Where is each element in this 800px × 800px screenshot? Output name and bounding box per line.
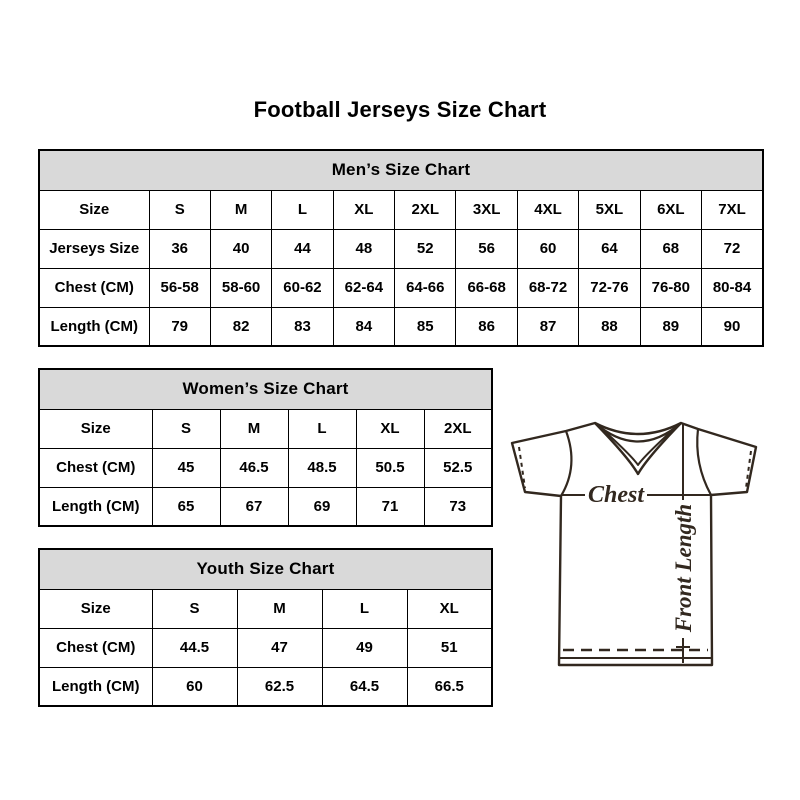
youth-size-table xyxy=(38,548,493,707)
column-header-cell: M xyxy=(237,589,322,628)
value-cell: 82 xyxy=(210,307,271,346)
column-header-cell: XL xyxy=(356,409,424,448)
table-row xyxy=(39,409,492,448)
table-title-row xyxy=(39,369,492,409)
table-row xyxy=(39,229,763,268)
value-cell: 50.5 xyxy=(356,448,424,487)
value-cell: 80-84 xyxy=(702,268,763,307)
value-cell: 48.5 xyxy=(288,448,356,487)
value-cell: 60 xyxy=(152,667,237,706)
column-header-cell: Size xyxy=(39,190,149,229)
table-title-row xyxy=(39,549,492,589)
table-row xyxy=(39,268,763,307)
value-cell: 66.5 xyxy=(407,667,492,706)
row-label-cell: Length (CM) xyxy=(39,487,152,526)
table-row xyxy=(39,628,492,667)
value-cell: 88 xyxy=(579,307,640,346)
column-header-cell: L xyxy=(288,409,356,448)
womens-table-title: Women’s Size Chart xyxy=(39,369,492,409)
table-row xyxy=(39,487,492,526)
value-cell: 64 xyxy=(579,229,640,268)
value-cell: 45 xyxy=(152,448,220,487)
value-cell: 48 xyxy=(333,229,394,268)
value-cell: 87 xyxy=(517,307,578,346)
chest-label: Chest xyxy=(587,482,645,508)
value-cell: 71 xyxy=(356,487,424,526)
column-header-cell: 5XL xyxy=(579,190,640,229)
value-cell: 72 xyxy=(702,229,763,268)
value-cell: 89 xyxy=(640,307,701,346)
column-header-cell: Size xyxy=(39,589,152,628)
row-label-cell: Jerseys Size xyxy=(39,229,149,268)
value-cell: 68 xyxy=(640,229,701,268)
value-cell: 84 xyxy=(333,307,394,346)
column-header-cell: XL xyxy=(333,190,394,229)
row-label-cell: Chest (CM) xyxy=(39,448,152,487)
value-cell: 86 xyxy=(456,307,517,346)
column-header-cell: 3XL xyxy=(456,190,517,229)
column-header-cell: S xyxy=(149,190,210,229)
row-label-cell: Length (CM) xyxy=(39,307,149,346)
front-length-label: Front Length xyxy=(671,503,696,633)
table-title-row xyxy=(39,150,763,190)
value-cell: 44.5 xyxy=(152,628,237,667)
value-cell: 85 xyxy=(395,307,456,346)
value-cell: 52.5 xyxy=(424,448,492,487)
value-cell: 51 xyxy=(407,628,492,667)
value-cell: 65 xyxy=(152,487,220,526)
value-cell: 60-62 xyxy=(272,268,333,307)
value-cell: 64.5 xyxy=(322,667,407,706)
mens-size-table xyxy=(38,149,764,347)
value-cell: 56-58 xyxy=(149,268,210,307)
value-cell: 58-60 xyxy=(210,268,271,307)
value-cell: 66-68 xyxy=(456,268,517,307)
value-cell: 44 xyxy=(272,229,333,268)
value-cell: 46.5 xyxy=(220,448,288,487)
value-cell: 47 xyxy=(237,628,322,667)
column-header-cell: L xyxy=(272,190,333,229)
page-title: Football Jerseys Size Chart xyxy=(253,97,547,122)
column-header-cell: S xyxy=(152,409,220,448)
value-cell: 40 xyxy=(210,229,271,268)
table-row xyxy=(39,190,763,229)
column-header-cell: M xyxy=(210,190,271,229)
column-header-cell: 2XL xyxy=(395,190,456,229)
value-cell: 49 xyxy=(322,628,407,667)
value-cell: 64-66 xyxy=(395,268,456,307)
value-cell: 76-80 xyxy=(640,268,701,307)
womens-size-table xyxy=(38,368,493,527)
value-cell: 79 xyxy=(149,307,210,346)
value-cell: 67 xyxy=(220,487,288,526)
jersey-measurement-diagram xyxy=(503,400,773,685)
table-row xyxy=(39,667,492,706)
value-cell: 90 xyxy=(702,307,763,346)
column-header-cell: Size xyxy=(39,409,152,448)
table-row xyxy=(39,589,492,628)
value-cell: 62-64 xyxy=(333,268,394,307)
value-cell: 52 xyxy=(395,229,456,268)
table-row xyxy=(39,448,492,487)
column-header-cell: 2XL xyxy=(424,409,492,448)
youth-table-title: Youth Size Chart xyxy=(39,549,492,589)
column-header-cell: S xyxy=(152,589,237,628)
row-label-cell: Chest (CM) xyxy=(39,268,149,307)
value-cell: 36 xyxy=(149,229,210,268)
value-cell: 62.5 xyxy=(237,667,322,706)
table-row xyxy=(39,307,763,346)
value-cell: 69 xyxy=(288,487,356,526)
value-cell: 56 xyxy=(456,229,517,268)
value-cell: 72-76 xyxy=(579,268,640,307)
row-label-cell: Length (CM) xyxy=(39,667,152,706)
value-cell: 68-72 xyxy=(517,268,578,307)
column-header-cell: M xyxy=(220,409,288,448)
row-label-cell: Chest (CM) xyxy=(39,628,152,667)
column-header-cell: 4XL xyxy=(517,190,578,229)
value-cell: 60 xyxy=(517,229,578,268)
column-header-cell: L xyxy=(322,589,407,628)
column-header-cell: 6XL xyxy=(640,190,701,229)
jersey-illustration xyxy=(503,400,773,685)
value-cell: 83 xyxy=(272,307,333,346)
value-cell: 73 xyxy=(424,487,492,526)
column-header-cell: 7XL xyxy=(702,190,763,229)
column-header-cell: XL xyxy=(407,589,492,628)
mens-table-title: Men’s Size Chart xyxy=(39,150,763,190)
